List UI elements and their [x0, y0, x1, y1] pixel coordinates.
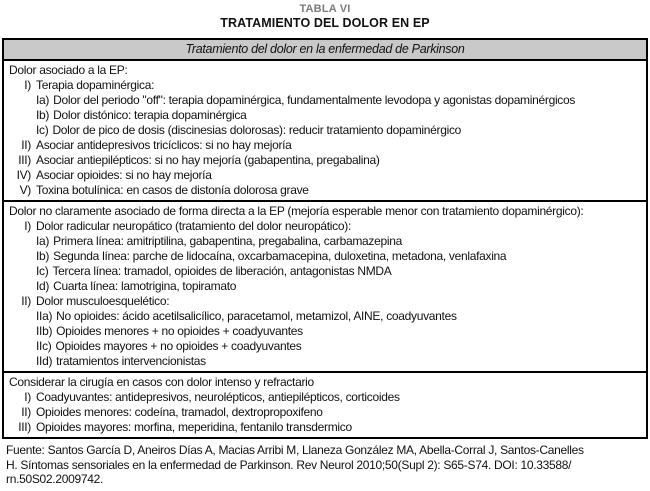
list-subitem [9, 249, 641, 264]
list-item [9, 168, 641, 183]
list-subitem [9, 123, 641, 138]
list-item [9, 138, 641, 153]
item-text: Asociar opioides: si no hay mejoría [36, 168, 212, 182]
item-numeral: Ic) [36, 264, 49, 278]
item-text: Asociar antiepilépticos: si no hay mejoría (gabapentina, pregabalina) [36, 153, 380, 167]
item-text: Opioides mayores: morfina, meperidina, fentanilo transdermico [36, 420, 352, 434]
list-subitem [9, 108, 641, 123]
item-numeral: IIa) [36, 309, 53, 323]
list-subitem [9, 264, 641, 279]
section-heading: Dolor no claramente asociado de forma directa a la EP (mejoría esperable menor con tratamiento dopaminérgico): [9, 204, 584, 218]
list-subitem [9, 354, 641, 369]
title-block [0, 3, 650, 30]
item-numeral: Ia) [36, 234, 50, 248]
list-item [9, 390, 641, 405]
item-text: tratamientos intervencionistas [56, 354, 206, 368]
source-citation-line: H. Síntomas sensoriales en la enfermedad de Parkinson. Rev Neurol 2010;50(Supl 2): S65-S74. DOI: 10.33588/ [6, 457, 572, 472]
table-number: TABLA VI [299, 3, 351, 15]
list-subitem [9, 309, 641, 324]
table-title: TRATAMIENTO DEL DOLOR EN EP [220, 16, 430, 30]
item-text: No opioides: ácido acetilsalicílico, paracetamol, metamizol, AINE, coadyuvantes [56, 309, 457, 323]
item-numeral: Ib) [36, 249, 50, 263]
item-text: Toxina botulínica: en casos de distonía dolorosa grave [36, 183, 309, 197]
item-numeral: IId) [36, 354, 53, 368]
item-numeral: IIc) [36, 339, 52, 353]
list-item [9, 420, 641, 435]
item-text: Coadyuvantes: antidepresivos, neurolépticos, antiepilépticos, corticoides [36, 390, 400, 404]
item-text: Asociar antidepresivos tricíclicos: si no hay mejoría [36, 138, 292, 152]
item-numeral: III) [18, 420, 31, 434]
item-numeral: I) [24, 219, 31, 233]
section-pain-not-clearly-associated [4, 200, 646, 371]
item-text: Dolor del periodo "off": terapia dopaminérgica, fundamentalmente levodopa y agonistas dopaminérgicos [53, 93, 576, 107]
item-text: Dolor distónico: terapia dopaminérgica [53, 108, 247, 122]
item-numeral: II) [21, 138, 31, 152]
list-item [9, 78, 641, 93]
item-text: Cuarta línea: lamotrigina, topiramato [53, 279, 237, 293]
item-text: Opioides menores: codeína, tramadol, dextropropoxifeno [36, 405, 323, 419]
item-numeral: Ic) [36, 123, 49, 137]
list-item [9, 183, 641, 198]
source-citation-line: Fuente: Santos García D, Aneiros Días A, Macias Arribi M, Llaneza González MA, Abella-Corral J, Santos-Canelles [6, 443, 584, 457]
item-text: Dolor musculoesquelético: [36, 294, 170, 308]
list-subitem [9, 339, 641, 354]
treatment-table [2, 38, 648, 439]
list-subitem [9, 279, 641, 294]
item-numeral: III) [18, 153, 31, 167]
section-heading: Considerar la cirugía en casos con dolor intenso y refractario [9, 375, 314, 389]
list-subitem [9, 93, 641, 108]
item-text: Opioides mayores + no opioides + coadyuvantes [55, 339, 302, 353]
item-numeral: IIb) [36, 324, 53, 338]
list-item [9, 219, 641, 234]
item-numeral: I) [24, 78, 31, 92]
section-consider-surgery [4, 371, 646, 437]
item-text: Segunda línea: parche de lidocaína, oxcarbamacepina, duloxetina, metadona, venlafaxina [53, 249, 507, 263]
item-text: Terapia dopaminérgica: [36, 78, 155, 92]
list-subitem [9, 234, 641, 249]
item-text: Primera línea: amitriptilina, gabapentina, pregabalina, carbamazepina [53, 234, 402, 248]
section-pain-associated-with-pd [4, 61, 646, 200]
item-text: Opioides menores + no opioides + coadyuvantes [56, 324, 303, 338]
item-numeral: Ib) [36, 108, 50, 122]
list-item [9, 153, 641, 168]
item-numeral: I) [24, 390, 31, 404]
item-text: Tercera línea: tramadol, opioides de liberación, antagonistas NMDA [52, 264, 392, 278]
item-numeral: IV) [16, 168, 31, 182]
section-heading: Dolor asociado a la EP: [9, 63, 128, 77]
source-citation [0, 439, 650, 487]
item-numeral: Id) [36, 279, 50, 293]
item-numeral: V) [19, 183, 31, 197]
item-numeral: II) [21, 294, 31, 308]
item-numeral: II) [21, 405, 31, 419]
item-numeral: Ia) [36, 93, 50, 107]
table-header-bar: Tratamiento del dolor en la enfermedad de Parkinson [4, 40, 646, 61]
item-text: Dolor de pico de dosis (discinesias dolorosas): reducir tratamiento dopaminérgico [52, 123, 462, 137]
list-item [9, 405, 641, 420]
list-item [9, 294, 641, 309]
item-text: Dolor radicular neuropático (tratamiento del dolor neuropático): [36, 219, 351, 233]
list-subitem [9, 324, 641, 339]
source-citation-line: rn.50S02.2009742. [6, 472, 103, 486]
